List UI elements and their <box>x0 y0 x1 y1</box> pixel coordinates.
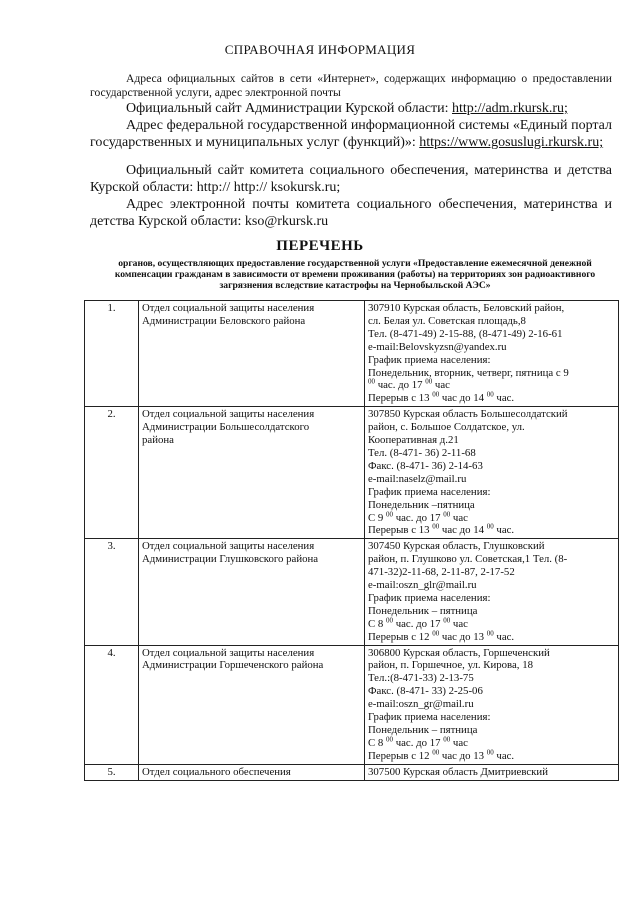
contact-text: час <box>450 736 468 749</box>
contact-text: час. до 17 <box>393 511 444 524</box>
contact-line <box>368 647 615 660</box>
organization-line: Отдел социальной защиты населения <box>142 302 315 314</box>
contact-line <box>368 408 615 421</box>
committee-email-paragraph: Адрес электронной почты комитета социального обеспечения, материнства и детства Курской области: kso@rkursk.ru <box>90 197 612 229</box>
contact-text: Кооперативная д.21 <box>368 434 459 447</box>
organization-cell <box>139 645 365 764</box>
contact-text: 307910 Курская область, Беловский район, <box>368 302 565 314</box>
contact-text: сл. Белая ул. Советская площадь,8 <box>368 314 526 327</box>
contact-text: 307500 Курская область Дмитриевский <box>368 765 548 778</box>
contact-text: 307850 Курская область Большесолдатский <box>368 408 568 421</box>
site-link[interactable]: http://adm.rkursk.ru; <box>452 101 568 116</box>
list-title: ПЕРЕЧЕНЬ <box>276 238 364 254</box>
organization-line: Администрации Глушковского района <box>142 553 319 566</box>
site-paragraph <box>90 100 612 117</box>
row-number: 4. <box>85 645 139 764</box>
contact-text: час до 14 <box>439 524 487 537</box>
offices-table <box>84 300 619 781</box>
minutes-superscript: 00 <box>486 390 494 399</box>
row-number: 2. <box>85 407 139 539</box>
contact-text: График приема населения: <box>368 591 491 604</box>
contact-line <box>368 392 615 405</box>
contact-text: С 9 <box>368 511 386 524</box>
minutes-superscript: 00 <box>486 522 494 531</box>
list-subtitle: органов, осуществляющих предоставление государственной услуги «Предоставление ежемесячной денежной компенсации гражданам в зависимости от времени проживания (работы) на территориях зон радиоактивного загрязнения вследствие катастрофы на Чернобыльской АЭС» <box>114 258 596 291</box>
table-row <box>85 301 619 407</box>
contact-line <box>368 354 615 367</box>
contact-text: Понедельник – пятница <box>368 724 478 736</box>
site-label: Официальный сайт Администрации Курской области: <box>126 101 449 116</box>
contact-line <box>368 447 615 460</box>
organization-line: Администрации Горшеченского района <box>142 659 324 672</box>
contact-text: район, с. Большое Солдатское, ул. <box>368 421 525 434</box>
organization-cell <box>139 301 365 407</box>
minutes-superscript: 00 <box>443 616 451 625</box>
minutes-superscript: 00 <box>486 629 494 638</box>
contact-line <box>368 434 615 447</box>
contact-text: район, п. Горшечное, ул. Кирова, 18 <box>368 659 534 672</box>
contact-text: Перерыв с 13 <box>368 524 433 537</box>
contact-text: час. <box>493 392 515 405</box>
row-number: 1. <box>85 301 139 407</box>
contact-text: час до 14 <box>439 392 487 405</box>
table-row <box>85 539 619 645</box>
contact-text: час до 13 <box>439 749 487 762</box>
contact-text: час. до 17 <box>393 617 444 630</box>
contact-line <box>368 698 615 711</box>
contact-line <box>368 631 615 644</box>
row-number: 5. <box>85 764 139 780</box>
portal-link[interactable]: https://www.gosuslugi.rkursk.ru; <box>419 135 604 150</box>
contact-line <box>368 685 615 698</box>
minutes-superscript: 00 <box>432 629 440 638</box>
contact-line <box>368 341 615 354</box>
minutes-superscript: 00 <box>386 509 393 518</box>
contact-text: час. до 17 <box>393 736 444 749</box>
contact-cell <box>365 301 619 407</box>
contact-line <box>368 592 615 605</box>
contact-line <box>368 460 615 473</box>
contact-cell <box>365 764 619 780</box>
contact-cell <box>365 539 619 645</box>
contact-line <box>368 672 615 685</box>
table-row <box>85 645 619 764</box>
contact-text: График приема населения: <box>368 485 491 498</box>
minutes-superscript: 00 <box>425 377 433 386</box>
contact-text: Факс. (8-471- 33) 2-25-06 <box>368 685 483 698</box>
contact-line <box>368 724 615 737</box>
contact-text: e-mail:oszn_gr@mail.ru <box>368 698 474 711</box>
minutes-superscript: 00 <box>486 748 494 757</box>
contact-text: Перерыв с 13 <box>368 392 433 405</box>
organization-line: Отдел социальной защиты населения <box>142 408 315 421</box>
minutes-superscript: 00 <box>432 748 440 757</box>
contact-text: час. <box>493 630 515 643</box>
contact-text: 471-32)2-11-68, 2-11-87, 2-17-52 <box>368 566 515 579</box>
contact-text: С 8 <box>368 617 386 630</box>
minutes-superscript: 00 <box>386 735 393 744</box>
contact-text: час <box>432 379 450 392</box>
portal-text: Адрес федеральной государственной информационной системы «Единый портал государственных и муниципальных услуг (функций)»: <box>90 118 612 150</box>
committee-site-paragraph: Официальный сайт комитета социального обеспечения, материнства и детства Курской области: http:// http:// ksokursk.ru; <box>90 163 612 195</box>
contact-line <box>368 499 615 512</box>
contact-line <box>368 711 615 724</box>
contact-line <box>368 766 615 779</box>
organization-cell <box>139 539 365 645</box>
organization-line: Администрации Беловского района <box>142 314 306 327</box>
contact-text: Факс. (8-471- 36) 2-14-63 <box>368 459 483 472</box>
contact-text: Тел. (8-471-49) 2-15-88, (8-471-49) 2-16-61 <box>368 327 563 340</box>
contact-line <box>368 605 615 618</box>
contact-line <box>368 566 615 579</box>
organization-line: Отдел социальной защиты населения <box>142 540 315 553</box>
minutes-superscript: 00 <box>432 522 440 531</box>
contact-text: час до 13 <box>439 630 487 643</box>
contact-line <box>368 579 615 592</box>
contact-text: час. до 17 <box>375 379 426 392</box>
contact-line <box>368 421 615 434</box>
contact-text: час. <box>493 749 515 762</box>
contact-text: Понедельник –пятница <box>368 498 475 511</box>
contact-text: Тел.:(8-471-33) 2-13-75 <box>368 672 474 685</box>
contact-text: район, п. Глушково ул. Советская,1 Тел. (8- <box>368 553 568 566</box>
contact-text: e-mail:naselz@mail.ru <box>368 472 467 485</box>
contact-line <box>368 486 615 499</box>
contact-text: Тел. (8-471- 36) 2-11-68 <box>368 446 476 459</box>
contact-text: час <box>450 511 468 524</box>
contact-line <box>368 328 615 341</box>
contact-text: час. <box>493 524 515 537</box>
minutes-superscript: 00 <box>368 377 375 386</box>
contact-text: e-mail:oszn_glr@mail.ru <box>368 579 477 592</box>
minutes-superscript: 00 <box>443 735 451 744</box>
table-row <box>85 407 619 539</box>
contact-text: Понедельник, вторник, четверг, пятница с 9 <box>368 366 569 379</box>
contact-text: час <box>450 617 468 630</box>
organization-line: района <box>142 434 174 447</box>
contact-line <box>368 540 615 553</box>
organization-cell <box>139 407 365 539</box>
contact-text: Перерыв с 12 <box>368 630 433 643</box>
contact-line <box>368 659 615 672</box>
contact-line <box>368 367 615 380</box>
contact-text: График приема населения: <box>368 353 491 366</box>
contact-line <box>368 302 615 315</box>
document-heading: СПРАВОЧНАЯ ИНФОРМАЦИЯ <box>224 42 416 57</box>
minutes-superscript: 00 <box>443 509 451 518</box>
contact-line <box>368 524 615 537</box>
contact-text: Понедельник – пятница <box>368 604 478 617</box>
contact-text: 306800 Курская область, Горшеченский <box>368 646 550 659</box>
contact-text: 307450 Курская область, Глушковский <box>368 540 545 553</box>
portal-paragraph <box>90 117 612 151</box>
contact-cell <box>365 645 619 764</box>
contact-line <box>368 473 615 486</box>
row-number: 3. <box>85 539 139 645</box>
contact-text: С 8 <box>368 736 386 749</box>
contact-line <box>368 553 615 566</box>
table-row <box>85 764 619 780</box>
contact-text: График приема населения: <box>368 711 491 724</box>
organization-line: Отдел социальной защиты населения <box>142 646 315 659</box>
minutes-superscript: 00 <box>432 390 440 399</box>
organization-cell <box>139 764 365 780</box>
minutes-superscript: 00 <box>386 616 393 625</box>
intro-paragraph: Адреса официальных сайтов в сети «Интернет», содержащих информацию о предоставлении государственной услуги, адрес электронной почты <box>90 72 612 99</box>
organization-line: Отдел социального обеспечения <box>142 765 291 778</box>
contact-text: Перерыв с 12 <box>368 749 433 762</box>
contact-line <box>368 315 615 328</box>
contact-line <box>368 750 615 763</box>
contact-text: e-mail:Belovskyzsn@yandex.ru <box>368 340 507 353</box>
contact-cell <box>365 407 619 539</box>
organization-line: Администрации Большесолдатского <box>142 421 310 434</box>
